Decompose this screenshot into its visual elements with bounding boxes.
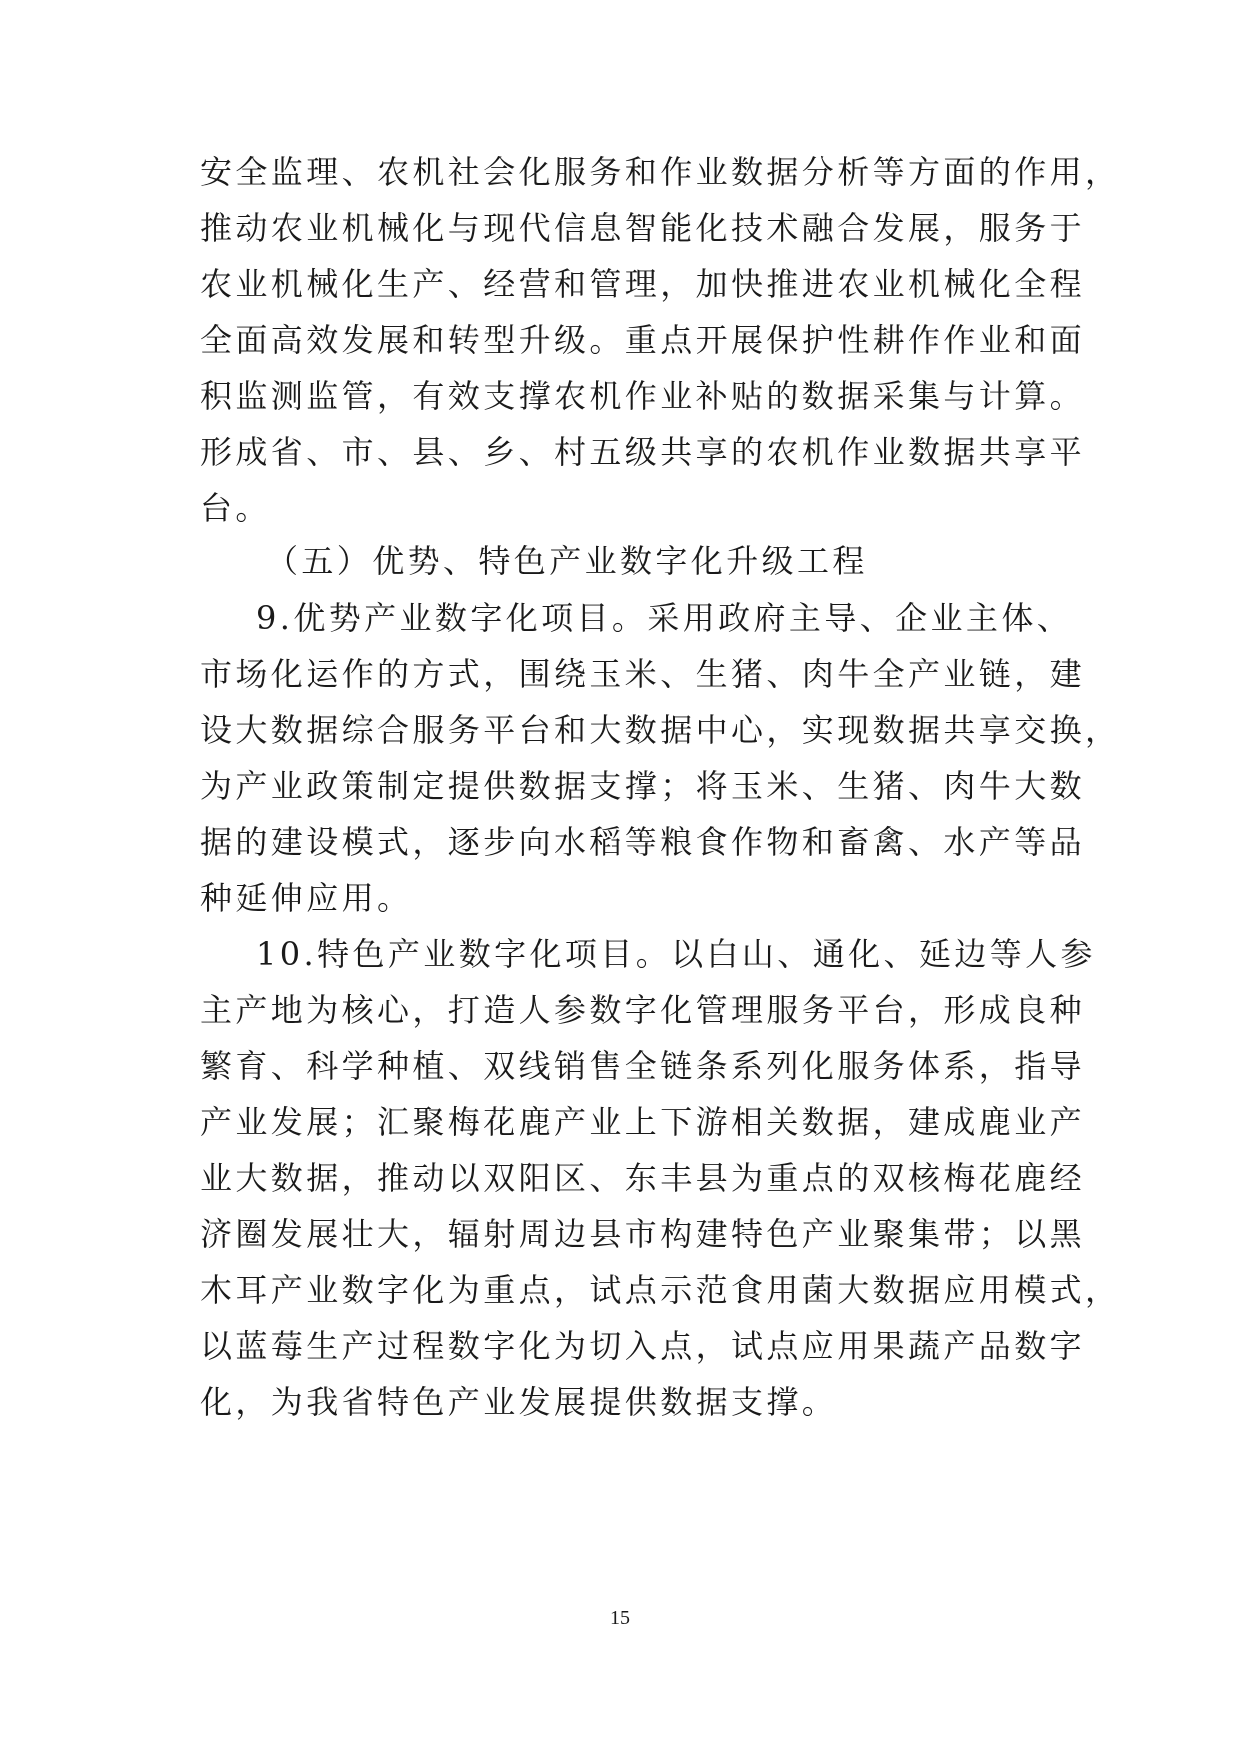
text-line: 9.优势产业数字化项目。采用政府主导、企业主体、 — [256, 599, 1073, 637]
text-line: 种延伸应用。 — [200, 879, 413, 917]
text-line: 济圈发展壮大，辐射周边县市构建特色产业聚集带；以黑 — [200, 1215, 1086, 1253]
text-line: 繁育、科学种植、双线销售全链条系列化服务体系，指导 — [200, 1047, 1086, 1085]
text-line: 化，为我省特色产业发展提供数据支撑。 — [200, 1383, 838, 1421]
text-line: 台。 — [200, 489, 271, 527]
text-line: 市场化运作的方式，围绕玉米、生猪、肉牛全产业链，建 — [200, 655, 1086, 693]
text-line: 农业机械化生产、经营和管理，加快推进农业机械化全程 — [200, 265, 1086, 303]
text-line: 安全监理、农机社会化服务和作业数据分析等方面的作用， — [200, 153, 1121, 191]
text-line: 业大数据，推动以双阳区、东丰县为重点的双核梅花鹿经 — [200, 1159, 1086, 1197]
text-line: 积监测监管，有效支撑农机作业补贴的数据采集与计算。 — [200, 377, 1086, 415]
text-line: 推动农业机械化与现代信息智能化技术融合发展，服务于 — [200, 209, 1086, 247]
text-line: 形成省、市、县、乡、村五级共享的农机作业数据共享平 — [200, 433, 1086, 471]
text-line: 为产业政策制定提供数据支撑；将玉米、生猪、肉牛大数 — [200, 767, 1086, 805]
section-heading: （五）优势、特色产业数字化升级工程 — [266, 542, 868, 580]
text-line: 设大数据综合服务平台和大数据中心，实现数据共享交换， — [200, 711, 1121, 749]
text-line: 据的建设模式，逐步向水稻等粮食作物和畜禽、水产等品 — [200, 823, 1086, 861]
text-line: 以蓝莓生产过程数字化为切入点，试点应用果蔬产品数字 — [200, 1327, 1086, 1365]
text-line: 全面高效发展和转型升级。重点开展保护性耕作作业和面 — [200, 321, 1086, 359]
text-line: 主产地为核心，打造人参数字化管理服务平台，形成良种 — [200, 991, 1086, 1029]
text-line: 木耳产业数字化为重点，试点示范食用菌大数据应用模式， — [200, 1271, 1121, 1309]
page-number: 15 — [610, 1607, 630, 1629]
text-line: 10.特色产业数字化项目。以白山、通化、延边等人参 — [256, 935, 1096, 973]
text-line: 产业发展；汇聚梅花鹿产业上下游相关数据，建成鹿业产 — [200, 1103, 1086, 1141]
